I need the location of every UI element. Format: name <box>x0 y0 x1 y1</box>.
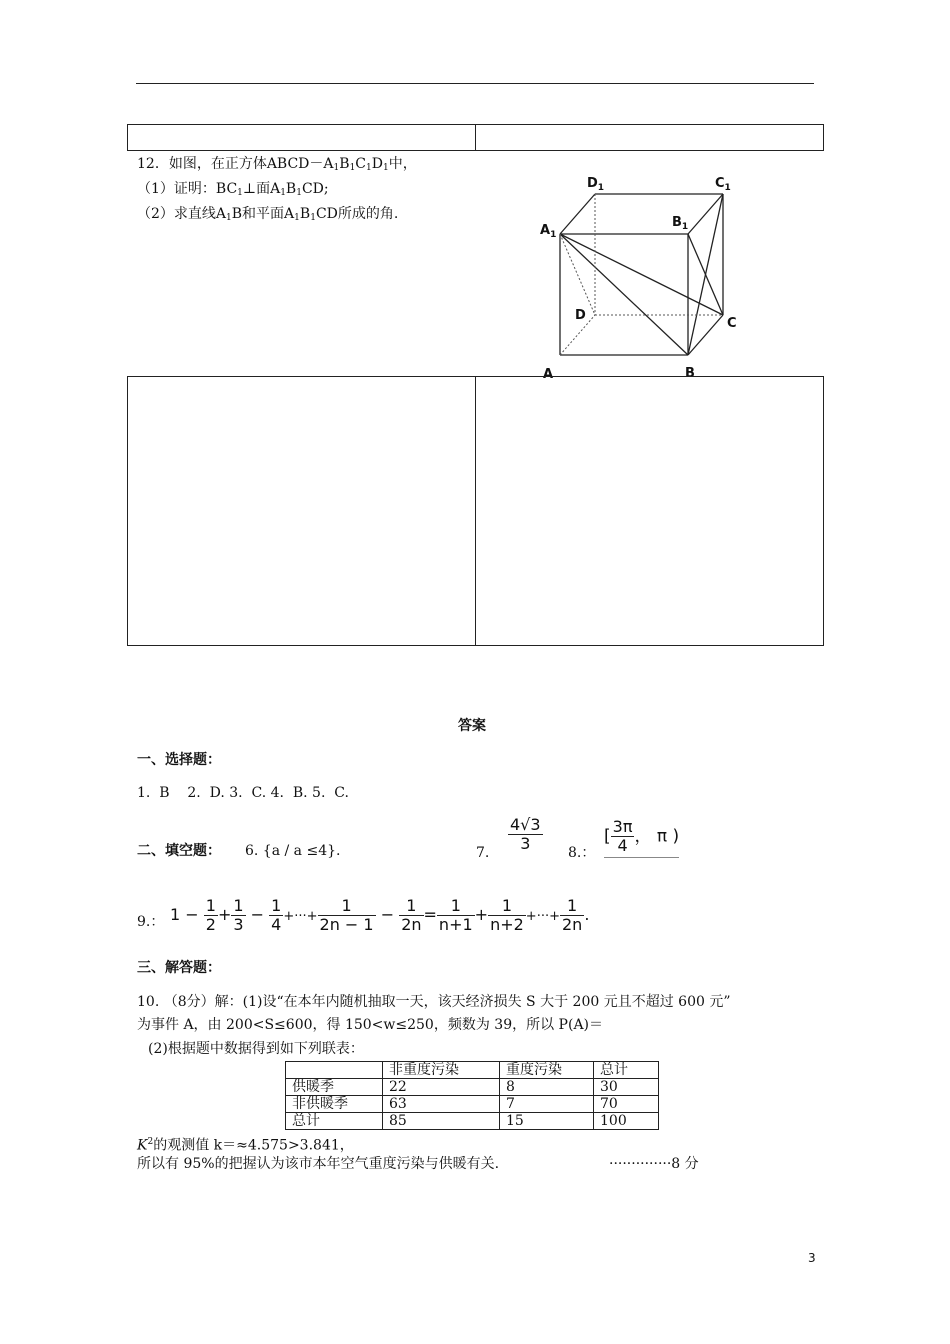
label-C1: $C_1$ <box>715 176 731 193</box>
contingency-table <box>285 1061 659 1130</box>
table-row: 总计 85 15 100 <box>286 1113 659 1130</box>
answer-box-top-left <box>127 124 476 151</box>
page-number: 3 <box>808 1251 816 1265</box>
q8-label: 8.： <box>568 845 596 861</box>
table-row: 供暖季 22 8 30 <box>286 1079 659 1096</box>
label-B: B <box>685 366 695 380</box>
q10-line2: 为事件 A，由 200<S≤600，得 150<w≤250，频数为 39，所以 P(A)＝ <box>137 1017 604 1033</box>
label-A1: $A_1$ <box>540 223 557 240</box>
answers-title: 答案 <box>458 718 486 734</box>
q10-conclusion: 所以有 95%的把握认为该市本年空气重度污染与供暖有关. <box>137 1156 500 1172</box>
q7-fraction: $\frac{4√3}{3}$ <box>510 815 541 853</box>
label-C: C <box>727 316 737 331</box>
section-fill: 二、填空题： <box>137 843 221 859</box>
label-D: D <box>575 308 586 323</box>
section-choice: 一、选择题： <box>137 752 221 768</box>
q10-points: ··············8 分 <box>609 1156 699 1172</box>
q7-label: 7. <box>476 845 490 861</box>
table-row: 非重度污染 重度污染 总计 <box>286 1062 659 1079</box>
choice-answers: 1. B 2. D. 3. C. 4. B. 5. C. <box>137 785 349 801</box>
label-D1: $D_1$ <box>587 176 605 193</box>
q12-stem: 12．如图，在正方体$ABCD-A_1B_1C_1D_1$中， <box>137 156 417 173</box>
answer-box-left <box>127 376 476 646</box>
k2-statistic: $K^2$的观测值 k＝≈4.575>3.841， <box>137 1137 354 1154</box>
q10-line1: 10. （8分）解：(1)设“在本年内随机抽取一天，该天经济损失 S 大于 200 元且不超过 600 元” <box>137 994 731 1010</box>
label-A: A <box>543 367 554 380</box>
q6-answer: 6. {a / a ≤4}. <box>245 843 341 859</box>
cube-diagram <box>535 170 750 380</box>
q12-part1: （1）证明：$BC_1\perp$面$A_1B_1CD$; <box>137 181 329 198</box>
q10-line3: (2)根据题中数据得到如下列联表： <box>148 1041 364 1057</box>
q9-label: 9.： <box>137 914 165 930</box>
q9-expression: 1 − $\frac{1}{2}$ + $\frac{1}{3}$ − $\frac{1}{4}$ +···+ $\frac{1}{2n - 1}$ − $\frac{1}{2n}$ = $\frac{1}{n+1}$ + $\frac{1}{n+2}$ +···+ $\frac{1}{2n}$ . <box>170 896 590 934</box>
answer-box-right <box>475 376 824 646</box>
q8-interval: [ $\frac{3\pi}{4}$ ， π ) <box>604 818 679 858</box>
header-rule <box>136 83 814 84</box>
answer-box-top-right <box>475 124 824 151</box>
section-solve: 三、解答题： <box>137 960 221 976</box>
label-B1: $B_1$ <box>672 215 689 232</box>
q12-part2: （2）求直线$A_1B$和平面$A_1B_1CD$所成的角. <box>137 206 399 223</box>
table-row: 非供暖季 63 7 70 <box>286 1096 659 1113</box>
